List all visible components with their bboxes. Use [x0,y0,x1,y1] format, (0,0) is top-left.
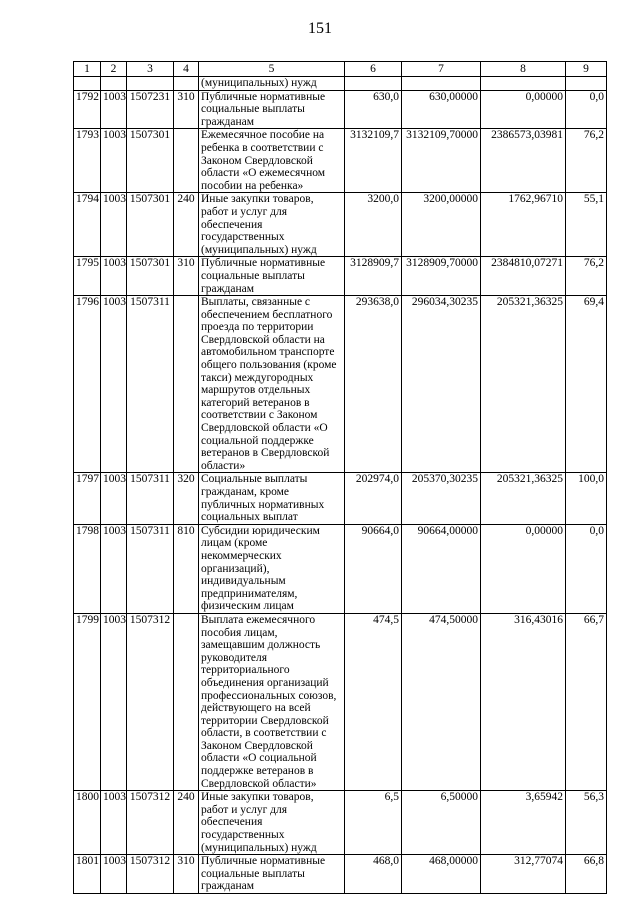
target-article-cell: 1507301 [127,193,174,257]
target-article-cell: 1507301 [127,129,174,193]
row-number-cell: 1801 [74,855,101,894]
table-row [74,791,607,855]
row-number-cell: 1794 [74,193,101,257]
percent-executed-cell: 69,4 [566,296,607,473]
executed-amount-cell: 205321,36325 [481,473,566,524]
budget-list-amount-cell: 468,00000 [402,855,481,894]
section-code-cell: 1003 [101,613,127,790]
expense-name-cell: Субсидии юридическим лицам (кроме некоммерческих организаций), индивидуальным предпринимателям, физическим лицам [199,524,345,613]
executed-amount-cell: 205321,36325 [481,296,566,473]
header-cell: 8 [481,62,566,77]
expense-type-cell [174,129,199,193]
percent-executed-cell: 0,0 [566,90,607,129]
approved-amount-cell: 293638,0 [345,296,402,473]
percent-executed-cell: 0,0 [566,524,607,613]
row-number-cell: 1795 [74,257,101,296]
executed-amount-cell: 2384810,07271 [481,257,566,296]
expense-type-cell [174,613,199,790]
header-cell: 4 [174,62,199,77]
header-cell: 9 [566,62,607,77]
row-number-cell: 1793 [74,129,101,193]
budget-list-amount-cell: 3132109,70000 [402,129,481,193]
table-row [74,855,607,894]
page-number: 151 [308,20,332,37]
expense-name-cell: Иные закупки товаров, работ и услуг для обеспечения государственных (муниципальных) нужд [199,193,345,257]
header-cell: 3 [127,62,174,77]
header-cell: 6 [345,62,402,77]
approved-amount-cell: 3128909,7 [345,257,402,296]
expense-name-cell: Социальные выплаты гражданам, кроме публичных нормативных социальных выплат [199,473,345,524]
continuation-row [74,77,607,91]
executed-amount-cell: 2386573,03981 [481,129,566,193]
target-article-cell: 1507311 [127,524,174,613]
row-number-cell: 1800 [74,791,101,855]
row-number-cell: 1792 [74,90,101,129]
section-code-cell: 1003 [101,90,127,129]
table-row [74,193,607,257]
table-row [74,524,607,613]
budget-list-amount-cell: 3128909,70000 [402,257,481,296]
row-number-cell: 1797 [74,473,101,524]
budget-list-amount-cell: 90664,00000 [402,524,481,613]
executed-amount-cell: 3,65942 [481,791,566,855]
executed-amount-cell: 1762,96710 [481,193,566,257]
section-code-cell: 1003 [101,855,127,894]
expense-name-cell: Публичные нормативные социальные выплаты гражданам [199,90,345,129]
continuation-text: (муниципальных) нужд [199,77,345,91]
approved-amount-cell: 3132109,7 [345,129,402,193]
percent-executed-cell: 56,3 [566,791,607,855]
expense-name-cell: Публичные нормативные социальные выплаты гражданам [199,257,345,296]
target-article-cell: 1507311 [127,473,174,524]
expense-name-cell: Ежемесячное пособие на ребенка в соответствии с Законом Свердловской области «О ежемесячном пособии на ребенка» [199,129,345,193]
table-header-row [74,62,607,77]
target-article-cell: 1507312 [127,791,174,855]
table-row [74,296,607,473]
approved-amount-cell: 90664,0 [345,524,402,613]
expense-type-cell: 320 [174,473,199,524]
budget-list-amount-cell: 6,50000 [402,791,481,855]
section-code-cell: 1003 [101,129,127,193]
approved-amount-cell: 202974,0 [345,473,402,524]
target-article-cell: 1507312 [127,613,174,790]
percent-executed-cell: 66,7 [566,613,607,790]
expense-type-cell [174,296,199,473]
target-article-cell: 1507301 [127,257,174,296]
expense-type-cell: 310 [174,855,199,894]
executed-amount-cell: 0,00000 [481,90,566,129]
section-code-cell: 1003 [101,473,127,524]
header-cell: 1 [74,62,101,77]
expense-type-cell: 310 [174,257,199,296]
section-code-cell: 1003 [101,791,127,855]
row-number-cell: 1799 [74,613,101,790]
budget-table [73,61,607,894]
expense-type-cell: 240 [174,193,199,257]
table-row [74,129,607,193]
target-article-cell: 1507231 [127,90,174,129]
percent-executed-cell: 76,2 [566,257,607,296]
approved-amount-cell: 468,0 [345,855,402,894]
table-row [74,473,607,524]
header-cell: 7 [402,62,481,77]
percent-executed-cell: 100,0 [566,473,607,524]
expense-type-cell: 810 [174,524,199,613]
expense-name-cell: Публичные нормативные социальные выплаты гражданам [199,855,345,894]
header-cell: 2 [101,62,127,77]
expense-type-cell: 310 [174,90,199,129]
header-cell: 5 [199,62,345,77]
budget-list-amount-cell: 3200,00000 [402,193,481,257]
table-row [74,613,607,790]
section-code-cell: 1003 [101,296,127,473]
section-code-cell: 1003 [101,193,127,257]
percent-executed-cell: 55,1 [566,193,607,257]
row-number-cell: 1798 [74,524,101,613]
executed-amount-cell: 316,43016 [481,613,566,790]
budget-list-amount-cell: 474,50000 [402,613,481,790]
expense-name-cell: Выплаты, связанные с обеспечением бесплатного проезда по территории Свердловской области на автомобильном транспорте общего пользования (кроме такси) междугородных маршрутов отдельных категорий ветеранов в соответствии с Законом Свердловской области «О социальной поддержке ветеранов в Свердловской области» [199,296,345,473]
table-row [74,257,607,296]
expense-name-cell: Выплата ежемесячного пособия лицам, замещавшим должность руководителя территориального объединения организаций профессиональных союзов, действующего на всей территории Свердловской области, в соответствии с Законом Свердловской области «О социальной поддержке ветеранов в Свердловской области» [199,613,345,790]
budget-list-amount-cell: 296034,30235 [402,296,481,473]
target-article-cell: 1507312 [127,855,174,894]
approved-amount-cell: 474,5 [345,613,402,790]
table-row [74,90,607,129]
expense-type-cell: 240 [174,791,199,855]
executed-amount-cell: 0,00000 [481,524,566,613]
approved-amount-cell: 3200,0 [345,193,402,257]
expense-name-cell: Иные закупки товаров, работ и услуг для обеспечения государственных (муниципальных) нужд [199,791,345,855]
executed-amount-cell: 312,77074 [481,855,566,894]
approved-amount-cell: 6,5 [345,791,402,855]
percent-executed-cell: 76,2 [566,129,607,193]
section-code-cell: 1003 [101,257,127,296]
budget-list-amount-cell: 205370,30235 [402,473,481,524]
section-code-cell: 1003 [101,524,127,613]
approved-amount-cell: 630,0 [345,90,402,129]
target-article-cell: 1507311 [127,296,174,473]
percent-executed-cell: 66,8 [566,855,607,894]
budget-list-amount-cell: 630,00000 [402,90,481,129]
row-number-cell: 1796 [74,296,101,473]
